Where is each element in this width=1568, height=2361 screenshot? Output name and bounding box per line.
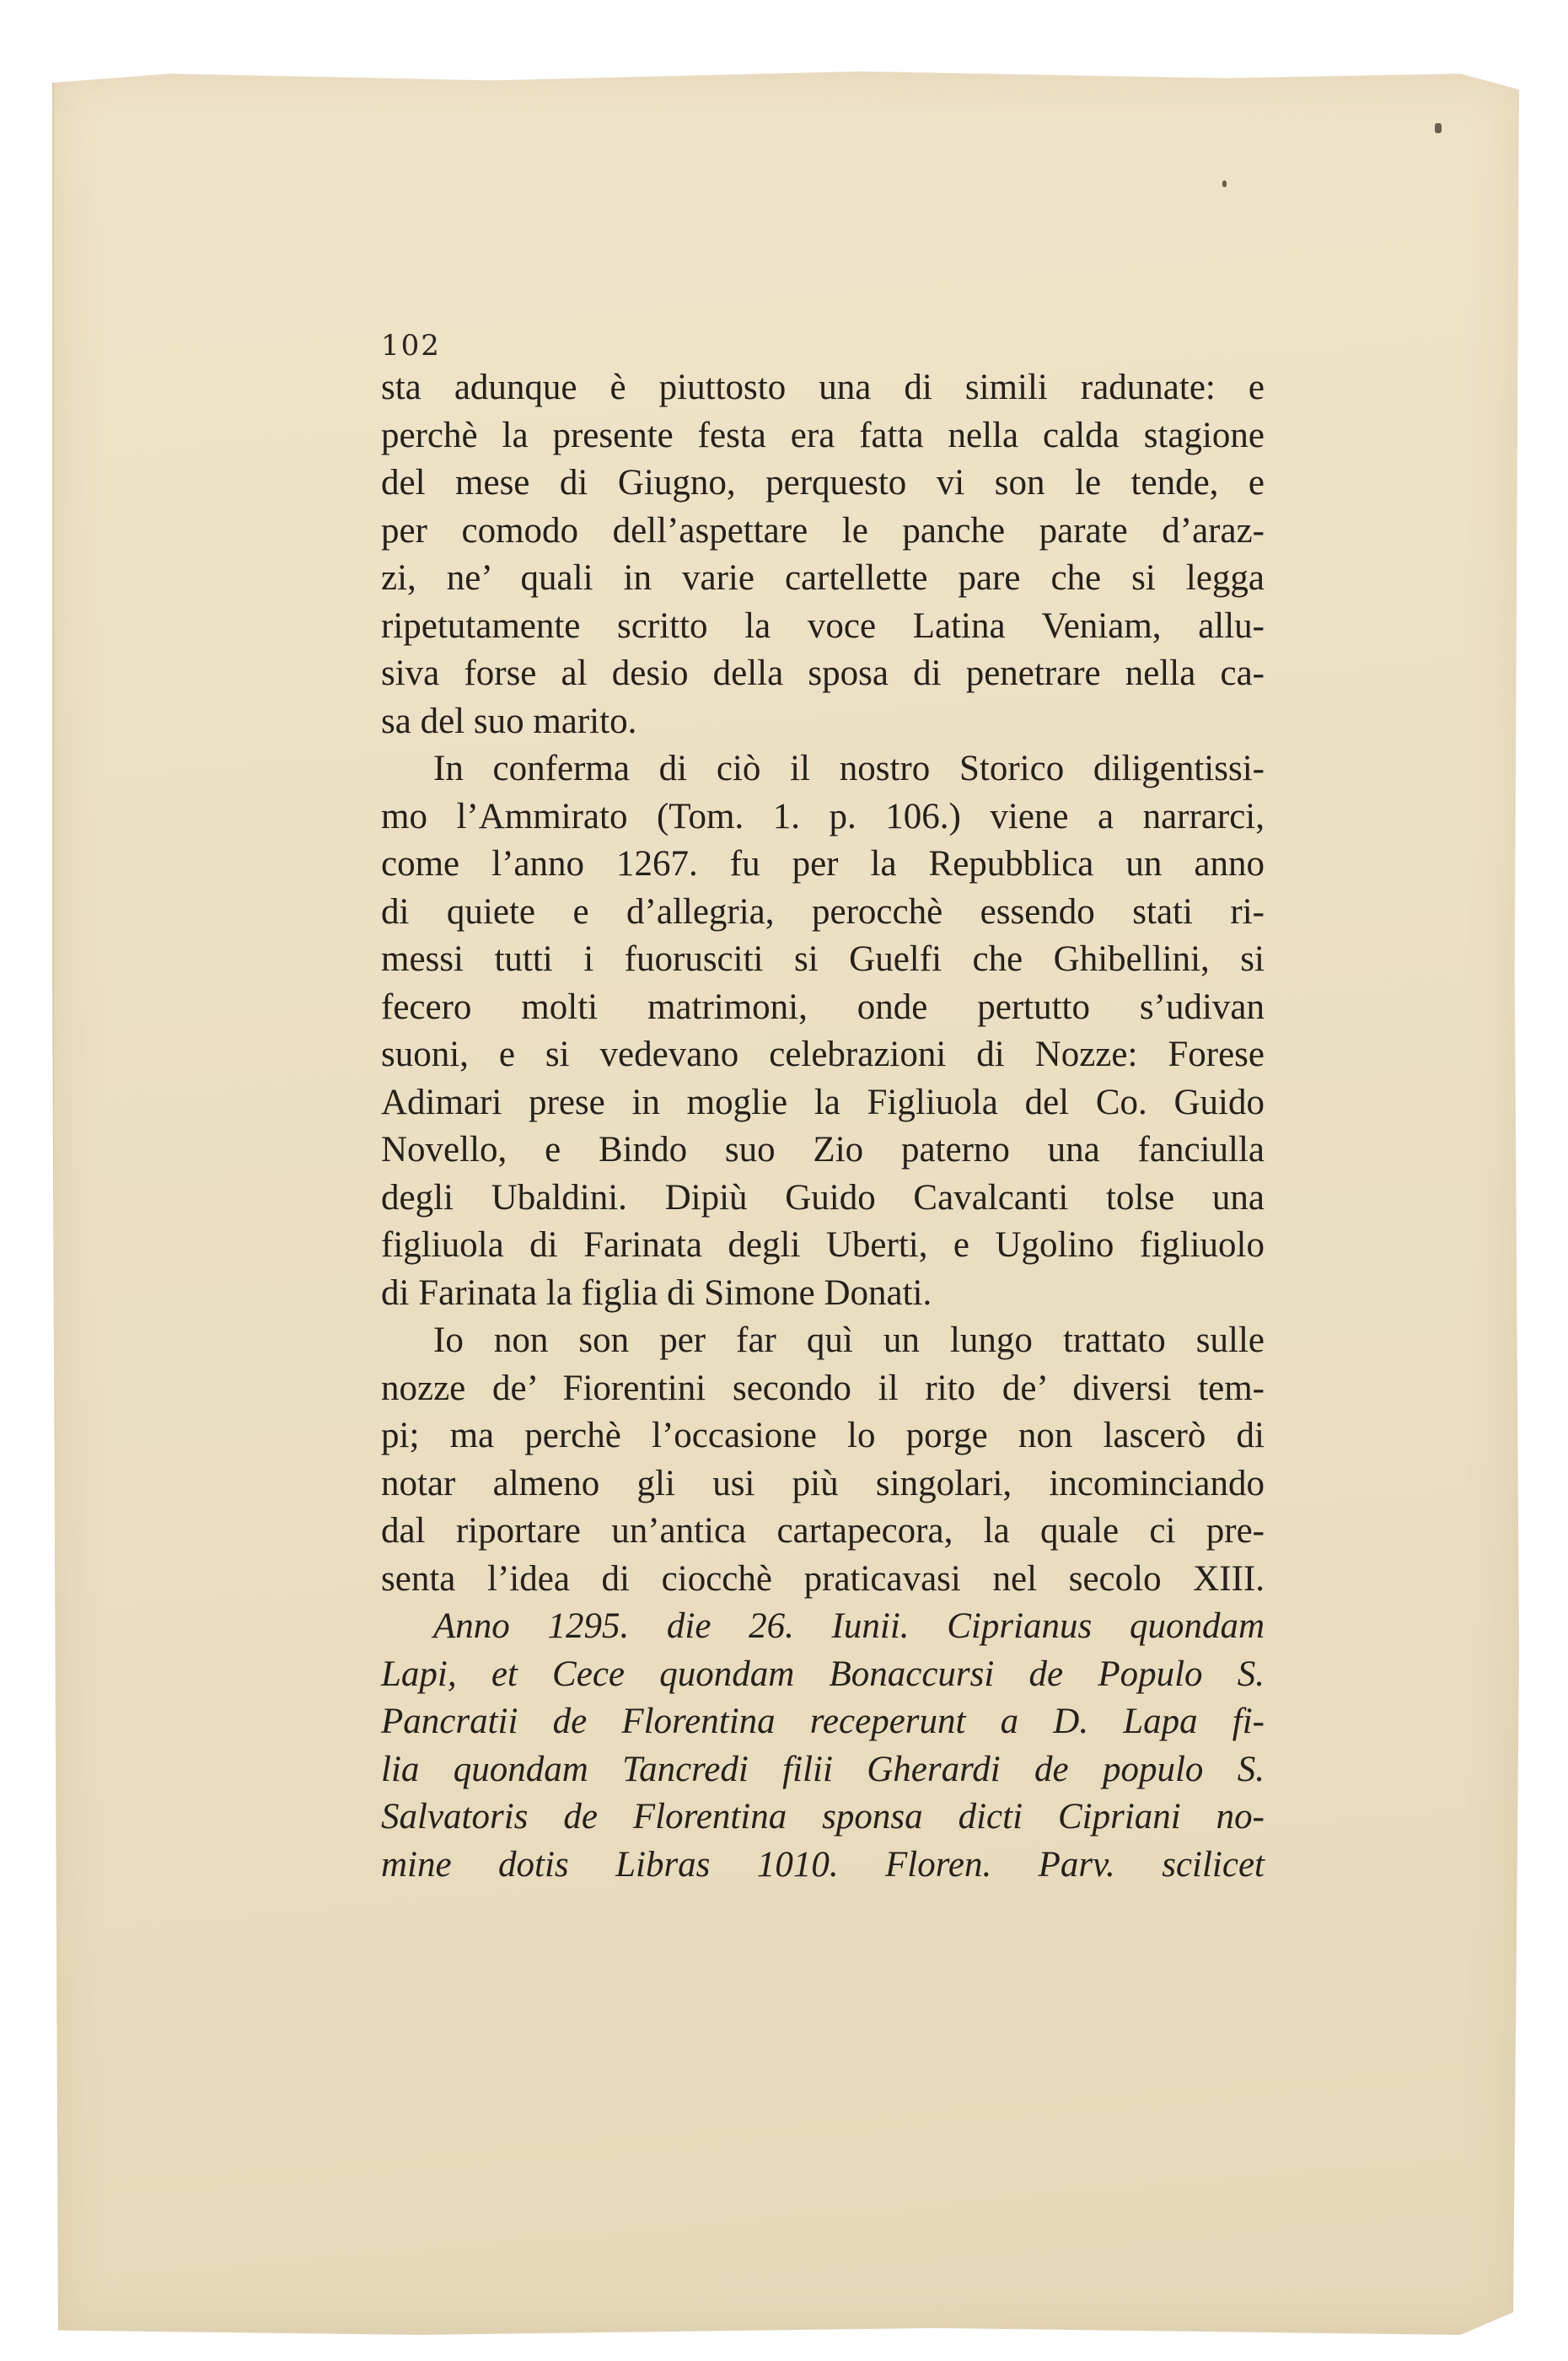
text-line: del mese di Giugno, perquesto vi son le tende, e	[381, 463, 1265, 503]
text-line: Io non son per far quì un lungo trattato sulle	[433, 1320, 1265, 1360]
text-line: lia quondam Tancredi filii Gherardi de populo S.	[381, 1749, 1265, 1789]
text-line: messi tutti i fuorusciti si Guelfi che Ghibellini, si	[381, 939, 1265, 979]
text-line: Salvatoris de Florentina sponsa dicti Cipriani no-	[381, 1797, 1265, 1837]
ink-speck	[1222, 180, 1227, 187]
page-number: 102	[381, 329, 441, 363]
text-line: In conferma di ciò il nostro Storico diligentissi-	[433, 749, 1265, 788]
text-line: senta l’idea di ciocchè praticavasi nel secolo XIII.	[381, 1558, 1265, 1599]
text-line: Pancratii de Florentina receperunt a D. Lapa fi-	[381, 1702, 1265, 1741]
body-text	[381, 364, 1265, 1889]
text-line: Lapi, et Cece quondam Bonaccursi de Populo S.	[381, 1654, 1265, 1694]
text-line: sta adunque è piuttosto una di simili radunate: e	[381, 368, 1265, 407]
text-line: suoni, e si vedevano celebrazioni di Nozze: Forese	[381, 1035, 1265, 1074]
text-line: fecero molti matrimoni, onde pertutto s’udivan	[381, 987, 1265, 1027]
text-line: di quiete e d’allegria, perocchè essendo stati ri-	[381, 891, 1265, 932]
text-line: Anno 1295. die 26. Iunii. Ciprianus quondam	[433, 1606, 1265, 1646]
text-line: mine dotis Libras 1010. Floren. Parv. scilicet	[381, 1844, 1265, 1885]
text-line: Novello, e Bindo suo Zio paterno una fanciulla	[381, 1130, 1265, 1170]
text-line: pi; ma perchè l’occasione lo porge non lascerò di	[381, 1416, 1265, 1455]
text-line: siva forse al desio della sposa di penetrare nella ca-	[381, 653, 1265, 693]
text-line: perchè la presente festa era fatta nella calda stagione	[381, 415, 1265, 455]
text-line: nozze de’ Fiorentini secondo il rito de’ diversi tem-	[381, 1368, 1265, 1408]
text-line: come l’anno 1267. fu per la Repubblica un anno	[381, 844, 1265, 884]
text-line: zi, ne’ quali in varie cartellette pare che si legga	[381, 558, 1265, 598]
text-line: mo l’Ammirato (Tom. 1. p. 106.) viene a narrarci,	[381, 796, 1265, 836]
text-line: ripetutamente scritto la voce Latina Veniam, allu-	[381, 605, 1265, 646]
text-line: notar almeno gli usi più singolari, incominciando	[381, 1463, 1265, 1503]
text-line: sa del suo marito.	[381, 701, 637, 741]
ink-speck	[1435, 123, 1442, 133]
text-line: degli Ubaldini. Dipiù Guido Cavalcanti tolse una	[381, 1177, 1265, 1218]
text-line: Adimari prese in moglie la Figliuola del Co. Guido	[381, 1082, 1265, 1122]
text-line: di Farinata la figlia di Simone Donati.	[381, 1272, 932, 1313]
text-line: figliuola di Farinata degli Uberti, e Ugolino figliuolo	[381, 1225, 1265, 1265]
text-line: dal riportare un’antica cartapecora, la quale ci pre-	[381, 1511, 1265, 1551]
text-line: per comodo dell’aspettare le panche parate d’araz-	[381, 510, 1265, 551]
